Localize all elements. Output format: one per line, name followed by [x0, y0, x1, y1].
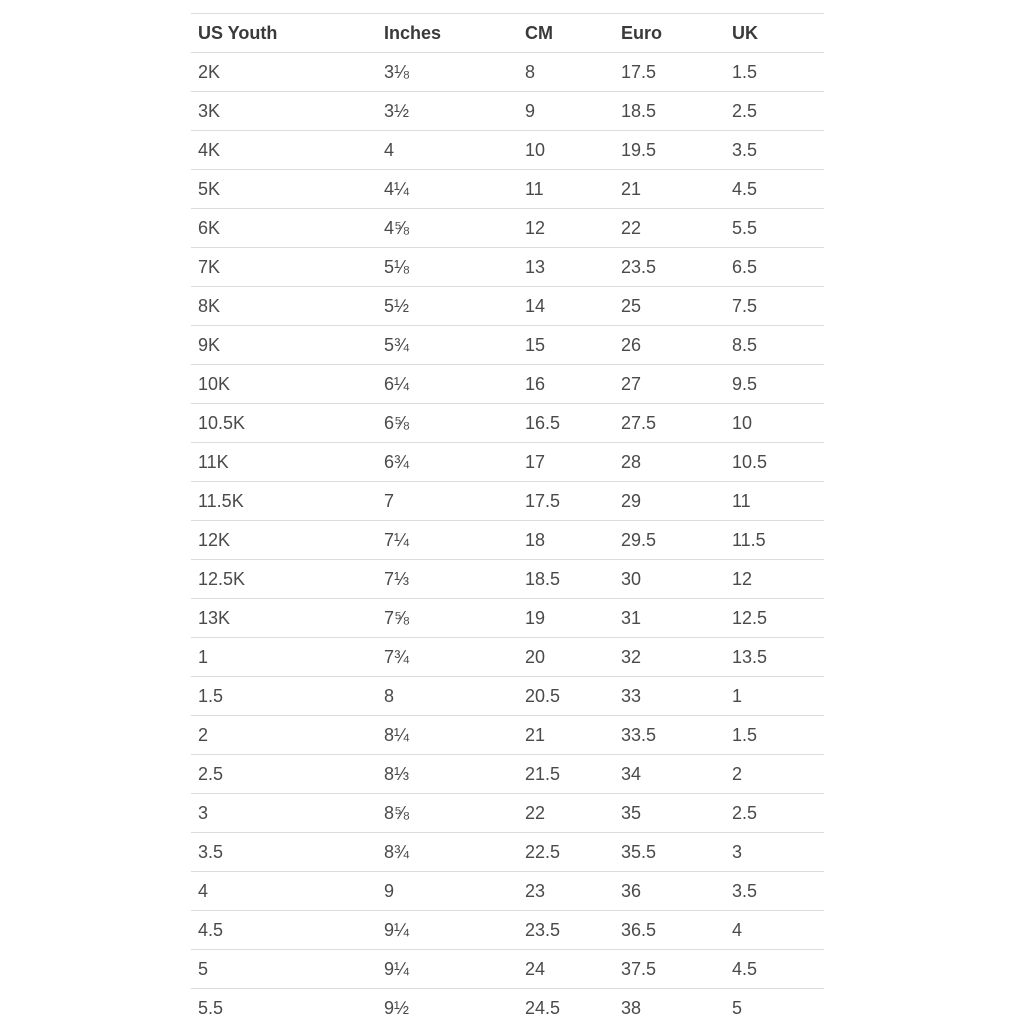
- cell-us-youth: 12K: [191, 521, 377, 560]
- cell-euro: 28: [614, 443, 725, 482]
- cell-euro: 25: [614, 287, 725, 326]
- cell-euro: 37.5: [614, 950, 725, 989]
- table-row: [191, 131, 824, 170]
- cell-inches: 5½: [377, 287, 518, 326]
- size-chart-body: [191, 53, 824, 1027]
- table-row: [191, 560, 824, 599]
- cell-uk: 4.5: [725, 950, 824, 989]
- table-row: [191, 677, 824, 716]
- table-row: [191, 92, 824, 131]
- table-row: [191, 482, 824, 521]
- cell-cm: 13: [518, 248, 614, 287]
- cell-euro: 26: [614, 326, 725, 365]
- header-inches: Inches: [377, 14, 518, 53]
- cell-us-youth: 6K: [191, 209, 377, 248]
- cell-euro: 36.5: [614, 911, 725, 950]
- cell-inches: 7⅓: [377, 560, 518, 599]
- cell-inches: 4: [377, 131, 518, 170]
- cell-euro: 36: [614, 872, 725, 911]
- size-chart-container: [191, 13, 824, 1027]
- cell-us-youth: 11K: [191, 443, 377, 482]
- cell-cm: 16: [518, 365, 614, 404]
- cell-us-youth: 5: [191, 950, 377, 989]
- cell-cm: 23: [518, 872, 614, 911]
- cell-inches: 7⅝: [377, 599, 518, 638]
- table-row: [191, 209, 824, 248]
- cell-us-youth: 11.5K: [191, 482, 377, 521]
- table-row: [191, 248, 824, 287]
- cell-inches: 9: [377, 872, 518, 911]
- cell-euro: 35: [614, 794, 725, 833]
- table-row: [191, 287, 824, 326]
- table-row: [191, 716, 824, 755]
- cell-euro: 23.5: [614, 248, 725, 287]
- header-cm: CM: [518, 14, 614, 53]
- cell-us-youth: 2.5: [191, 755, 377, 794]
- cell-uk: 10.5: [725, 443, 824, 482]
- cell-cm: 10: [518, 131, 614, 170]
- cell-euro: 35.5: [614, 833, 725, 872]
- cell-us-youth: 7K: [191, 248, 377, 287]
- table-row: [191, 521, 824, 560]
- cell-uk: 4: [725, 911, 824, 950]
- size-chart-table: [191, 13, 824, 1027]
- cell-cm: 22.5: [518, 833, 614, 872]
- cell-inches: 8⅝: [377, 794, 518, 833]
- header-us-youth: US Youth: [191, 14, 377, 53]
- cell-euro: 33.5: [614, 716, 725, 755]
- cell-cm: 17: [518, 443, 614, 482]
- cell-us-youth: 13K: [191, 599, 377, 638]
- cell-us-youth: 2K: [191, 53, 377, 92]
- cell-cm: 16.5: [518, 404, 614, 443]
- cell-uk: 1.5: [725, 716, 824, 755]
- cell-euro: 17.5: [614, 53, 725, 92]
- cell-inches: 7: [377, 482, 518, 521]
- cell-cm: 21: [518, 716, 614, 755]
- cell-cm: 17.5: [518, 482, 614, 521]
- cell-cm: 9: [518, 92, 614, 131]
- cell-inches: 7¾: [377, 638, 518, 677]
- cell-us-youth: 3: [191, 794, 377, 833]
- cell-euro: 33: [614, 677, 725, 716]
- table-row: [191, 989, 824, 1027]
- cell-uk: 2.5: [725, 92, 824, 131]
- cell-cm: 18.5: [518, 560, 614, 599]
- table-row: [191, 638, 824, 677]
- size-chart-header: [191, 14, 824, 53]
- cell-us-youth: 4: [191, 872, 377, 911]
- cell-uk: 1: [725, 677, 824, 716]
- cell-cm: 24.5: [518, 989, 614, 1027]
- cell-inches: 9½: [377, 989, 518, 1027]
- cell-inches: 8⅓: [377, 755, 518, 794]
- cell-inches: 6¼: [377, 365, 518, 404]
- cell-uk: 10: [725, 404, 824, 443]
- cell-us-youth: 1.5: [191, 677, 377, 716]
- cell-uk: 8.5: [725, 326, 824, 365]
- cell-euro: 18.5: [614, 92, 725, 131]
- cell-uk: 1.5: [725, 53, 824, 92]
- cell-us-youth: 5K: [191, 170, 377, 209]
- cell-uk: 3.5: [725, 872, 824, 911]
- cell-us-youth: 10K: [191, 365, 377, 404]
- cell-inches: 9¼: [377, 950, 518, 989]
- cell-inches: 3⅛: [377, 53, 518, 92]
- cell-cm: 18: [518, 521, 614, 560]
- cell-euro: 32: [614, 638, 725, 677]
- table-row: [191, 53, 824, 92]
- cell-cm: 15: [518, 326, 614, 365]
- cell-cm: 12: [518, 209, 614, 248]
- cell-uk: 7.5: [725, 287, 824, 326]
- cell-inches: 8¼: [377, 716, 518, 755]
- cell-us-youth: 9K: [191, 326, 377, 365]
- cell-euro: 30: [614, 560, 725, 599]
- table-row: [191, 599, 824, 638]
- cell-uk: 11: [725, 482, 824, 521]
- cell-euro: 27: [614, 365, 725, 404]
- cell-cm: 20: [518, 638, 614, 677]
- cell-inches: 8¾: [377, 833, 518, 872]
- cell-us-youth: 12.5K: [191, 560, 377, 599]
- cell-us-youth: 3K: [191, 92, 377, 131]
- cell-us-youth: 5.5: [191, 989, 377, 1027]
- cell-inches: 8: [377, 677, 518, 716]
- cell-euro: 29.5: [614, 521, 725, 560]
- cell-cm: 19: [518, 599, 614, 638]
- cell-euro: 21: [614, 170, 725, 209]
- cell-inches: 3½: [377, 92, 518, 131]
- cell-uk: 3.5: [725, 131, 824, 170]
- table-row: [191, 833, 824, 872]
- table-row: [191, 170, 824, 209]
- cell-us-youth: 4K: [191, 131, 377, 170]
- cell-cm: 24: [518, 950, 614, 989]
- cell-us-youth: 1: [191, 638, 377, 677]
- cell-inches: 6⅝: [377, 404, 518, 443]
- table-row: [191, 872, 824, 911]
- cell-cm: 20.5: [518, 677, 614, 716]
- cell-uk: 12: [725, 560, 824, 599]
- cell-inches: 5⅛: [377, 248, 518, 287]
- cell-inches: 4⅝: [377, 209, 518, 248]
- cell-us-youth: 3.5: [191, 833, 377, 872]
- cell-euro: 27.5: [614, 404, 725, 443]
- cell-uk: 6.5: [725, 248, 824, 287]
- cell-uk: 3: [725, 833, 824, 872]
- header-uk: UK: [725, 14, 824, 53]
- cell-inches: 6¾: [377, 443, 518, 482]
- cell-euro: 22: [614, 209, 725, 248]
- cell-uk: 5: [725, 989, 824, 1027]
- cell-euro: 29: [614, 482, 725, 521]
- cell-uk: 11.5: [725, 521, 824, 560]
- table-row: [191, 911, 824, 950]
- cell-inches: 4¼: [377, 170, 518, 209]
- cell-uk: 12.5: [725, 599, 824, 638]
- cell-cm: 8: [518, 53, 614, 92]
- cell-uk: 13.5: [725, 638, 824, 677]
- cell-inches: 9¼: [377, 911, 518, 950]
- cell-inches: 7¼: [377, 521, 518, 560]
- cell-uk: 9.5: [725, 365, 824, 404]
- header-euro: Euro: [614, 14, 725, 53]
- table-row: [191, 950, 824, 989]
- table-row: [191, 365, 824, 404]
- table-row: [191, 326, 824, 365]
- table-row: [191, 443, 824, 482]
- table-row: [191, 404, 824, 443]
- cell-uk: 2: [725, 755, 824, 794]
- table-row: [191, 755, 824, 794]
- cell-cm: 22: [518, 794, 614, 833]
- cell-cm: 14: [518, 287, 614, 326]
- cell-euro: 19.5: [614, 131, 725, 170]
- table-row: [191, 794, 824, 833]
- cell-us-youth: 10.5K: [191, 404, 377, 443]
- cell-uk: 4.5: [725, 170, 824, 209]
- cell-us-youth: 8K: [191, 287, 377, 326]
- cell-uk: 2.5: [725, 794, 824, 833]
- cell-euro: 38: [614, 989, 725, 1027]
- cell-cm: 23.5: [518, 911, 614, 950]
- cell-cm: 21.5: [518, 755, 614, 794]
- header-row: [191, 14, 824, 53]
- cell-inches: 5¾: [377, 326, 518, 365]
- cell-us-youth: 2: [191, 716, 377, 755]
- cell-cm: 11: [518, 170, 614, 209]
- cell-euro: 31: [614, 599, 725, 638]
- cell-us-youth: 4.5: [191, 911, 377, 950]
- cell-uk: 5.5: [725, 209, 824, 248]
- cell-euro: 34: [614, 755, 725, 794]
